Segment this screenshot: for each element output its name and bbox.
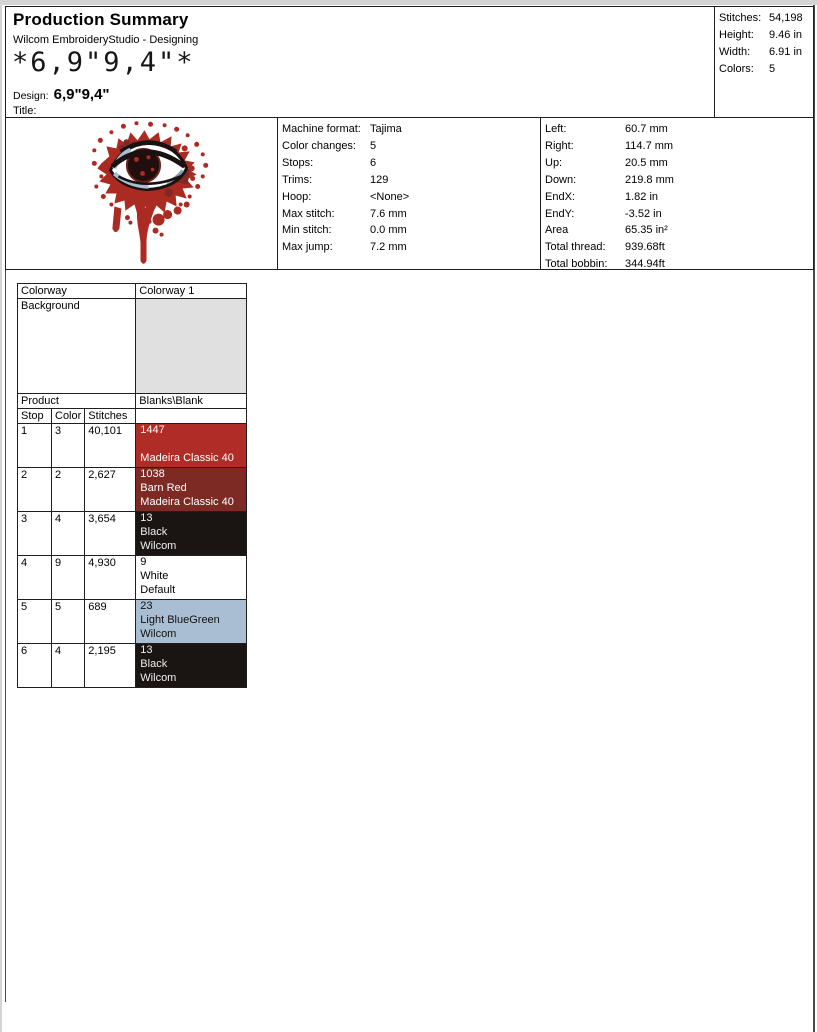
stitches-cell: 2,627: [85, 468, 136, 512]
design-name-row: [13, 86, 110, 104]
machine-info-row: [282, 206, 540, 223]
summary-stat-row: [719, 27, 813, 44]
stat-label: Width:: [719, 45, 751, 58]
design-name-barcode: *6,9"9,4"*: [12, 47, 195, 78]
color-cell: 9: [52, 556, 85, 600]
thread-code: 1447: [140, 424, 165, 436]
colorway-table: [17, 283, 247, 688]
extents-info-label: Area: [545, 224, 569, 237]
machine-info-value: 7.6 mm: [370, 207, 407, 220]
thread-brand: Wilcom: [140, 628, 177, 640]
thread-swatch: [136, 512, 247, 556]
thread-row: [18, 424, 247, 468]
product-value-cell: Blanks\Blank: [136, 394, 247, 409]
extents-info-label: EndY:: [545, 207, 575, 220]
extents-info-box: [540, 117, 814, 270]
page-title: Production Summary: [13, 10, 189, 29]
design-value: 6,9"9,4": [53, 86, 110, 103]
extents-info-value: 939.68ft: [625, 241, 665, 254]
colorway-label-cell: Colorway: [18, 284, 136, 299]
extents-info-row: [545, 222, 813, 239]
machine-info-label: Max jump:: [282, 241, 333, 254]
summary-stats-box: [714, 6, 814, 118]
thread-row: [18, 468, 247, 512]
background-label-cell: Background: [18, 299, 136, 394]
thread-code: 13: [140, 512, 153, 524]
extents-info-label: EndX:: [545, 190, 575, 203]
page-top-margin: [0, 0, 817, 5]
summary-stat-row: [719, 61, 813, 78]
extents-info-row: [545, 256, 813, 273]
machine-info-value: 5: [370, 139, 377, 152]
stop-cell: 5: [18, 600, 52, 644]
extents-info-label: Up:: [545, 156, 563, 169]
color-cell: 3: [52, 424, 85, 468]
extents-info-row: [545, 138, 813, 155]
stitches-cell: 40,101: [85, 424, 136, 468]
extents-info-label: Total bobbin:: [545, 258, 608, 271]
thread-row: [18, 644, 247, 688]
extents-info-value: 219.8 mm: [625, 173, 674, 186]
machine-info-value: 129: [370, 173, 389, 186]
thread-name: Barn Red: [140, 482, 187, 494]
thread-row: [18, 600, 247, 644]
thread-swatch: [136, 424, 247, 468]
machine-info-row: [282, 121, 540, 138]
thread-swatch: [136, 644, 247, 688]
color-cell: 2: [52, 468, 85, 512]
machine-info-value: 0.0 mm: [370, 224, 407, 237]
color-cell: 4: [52, 512, 85, 556]
machine-info-row: [282, 222, 540, 239]
title-label: Title:: [13, 105, 37, 117]
stat-label: Stitches:: [719, 12, 762, 24]
columns-header-row: [18, 409, 247, 424]
machine-info-list: [278, 118, 540, 256]
stitches-cell: 2,195: [85, 644, 136, 688]
extents-info-value: 65.35 in²: [625, 224, 668, 237]
stat-value: 5: [769, 62, 776, 75]
extents-info-label: Left:: [545, 123, 567, 135]
thread-code: 23: [140, 600, 153, 612]
summary-stat-row: [719, 44, 813, 61]
colorway-header-row: [18, 284, 247, 299]
stop-cell: 6: [18, 644, 52, 688]
thread-name: White: [140, 570, 169, 582]
extents-info-label: Right:: [545, 139, 574, 152]
thread-name: Black: [140, 658, 168, 670]
extents-info-value: 60.7 mm: [625, 123, 668, 135]
extents-info-value: 344.94ft: [625, 258, 665, 271]
design-preview-box: [5, 117, 278, 270]
machine-info-label: Hoop:: [282, 190, 312, 203]
design-preview-image: [6, 118, 277, 269]
machine-info-row: [282, 172, 540, 189]
thread-column-header: [136, 409, 247, 424]
stop-column-header: Stop: [18, 409, 52, 424]
stat-label: Colors:: [719, 62, 754, 75]
stop-cell: 4: [18, 556, 52, 600]
machine-info-value: <None>: [370, 190, 410, 203]
thread-name: Light BlueGreen: [140, 614, 220, 626]
extents-info-value: 114.7 mm: [625, 139, 674, 152]
thread-rows: [18, 424, 247, 688]
stop-cell: 3: [18, 512, 52, 556]
thread-name: Black: [140, 526, 168, 538]
summary-stat-row: [719, 10, 813, 27]
stitches-cell: 4,930: [85, 556, 136, 600]
page-left-margin: [0, 0, 2, 1032]
extents-info-label: Total thread:: [545, 241, 606, 254]
summary-stats-list: [715, 7, 813, 78]
thread-row: [18, 512, 247, 556]
color-column-header: Color: [52, 409, 85, 424]
extents-info-row: [545, 206, 813, 223]
thread-swatch: [136, 468, 247, 512]
machine-info-value: 7.2 mm: [370, 241, 407, 254]
machine-info-value: 6: [370, 156, 377, 169]
machine-info-box: [277, 117, 541, 270]
machine-info-row: [282, 239, 540, 256]
product-label-cell: Product: [18, 394, 136, 409]
background-row: [18, 299, 247, 394]
thread-brand: Madeira Classic 40: [140, 496, 234, 508]
extents-info-value: 20.5 mm: [625, 156, 668, 169]
extents-info-row: [545, 239, 813, 256]
background-swatch: [136, 299, 247, 394]
color-cell: 5: [52, 600, 85, 644]
stop-cell: 2: [18, 468, 52, 512]
thread-name: [136, 438, 246, 452]
color-cell: 4: [52, 644, 85, 688]
thread-swatch: [136, 600, 247, 644]
extents-info-value: -3.52 in: [625, 207, 662, 220]
machine-info-label: Stops:: [282, 156, 314, 169]
thread-row: [18, 556, 247, 600]
machine-info-label: Min stitch:: [282, 224, 332, 237]
machine-info-label: Color changes:: [282, 139, 356, 152]
extents-info-label: Down:: [545, 173, 577, 186]
stitches-cell: 3,654: [85, 512, 136, 556]
thread-brand: Madeira Classic 40: [140, 452, 234, 464]
extents-info-row: [545, 121, 813, 138]
thread-brand: Default: [140, 584, 176, 596]
thread-swatch: [136, 556, 247, 600]
stat-value: 9.46 in: [769, 28, 803, 41]
thread-brand: Wilcom: [140, 672, 177, 684]
stat-label: Height:: [719, 28, 754, 41]
extents-info-list: [541, 118, 813, 273]
extents-info-value: 1.82 in: [625, 190, 659, 203]
colorway-value-cell: Colorway 1: [136, 284, 247, 299]
machine-info-label: Trims:: [282, 173, 313, 186]
machine-info-label: Max stitch:: [282, 207, 335, 220]
extents-info-row: [545, 155, 813, 172]
machine-info-label: Machine format:: [282, 123, 361, 135]
machine-info-row: [282, 155, 540, 172]
product-row: [18, 394, 247, 409]
stat-value: 54,198: [769, 12, 803, 24]
app-subtitle: Wilcom EmbroideryStudio - Designing: [13, 34, 199, 46]
machine-info-row: [282, 138, 540, 155]
stop-cell: 1: [18, 424, 52, 468]
stitches-cell: 689: [85, 600, 136, 644]
thread-code: 13: [140, 644, 153, 656]
stitches-column-header: Stitches: [85, 409, 136, 424]
thread-brand: Wilcom: [140, 540, 177, 552]
extents-info-row: [545, 189, 813, 206]
thread-code: 1038: [140, 468, 165, 480]
machine-info-row: [282, 189, 540, 206]
machine-info-value: Tajima: [370, 123, 402, 135]
report-header: [5, 6, 715, 118]
stat-value: 6.91 in: [769, 45, 803, 58]
extents-info-row: [545, 172, 813, 189]
design-label: Design:: [13, 90, 49, 102]
thread-code: 9: [140, 556, 147, 568]
